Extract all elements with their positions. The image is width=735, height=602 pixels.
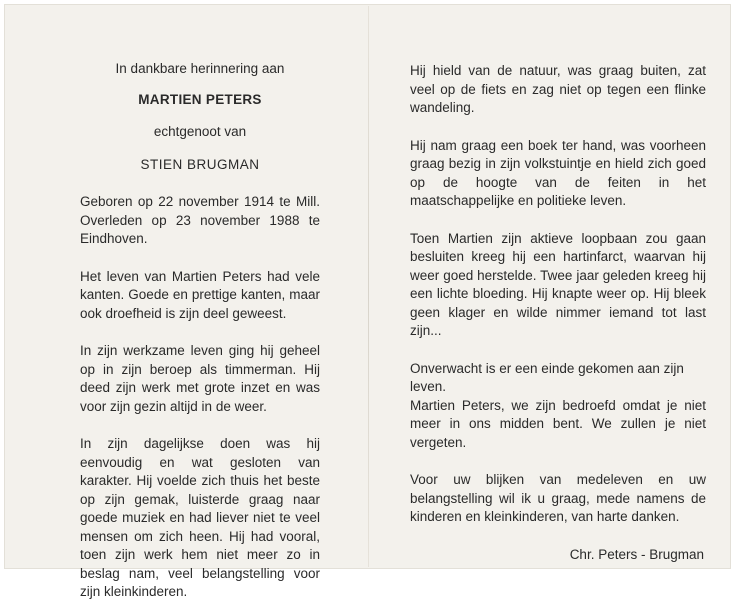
paragraph-work: In zijn werkzame leven ging hij geheel op in zijn beroep als timmerman. Hij deed zijn werk met grote inzet en was voor zijn gezin altijd in de weer.	[80, 343, 320, 414]
left-page	[80, 60, 320, 602]
relation-text: echtgenoot van	[153, 124, 247, 139]
signature: Chr. Peters - Brugman	[569, 546, 704, 562]
paragraph-remembrance: Martien Peters, we zijn bedroefd omdat je niet meer in ons midden bent. We zullen je niet vergeten.	[410, 397, 706, 450]
paragraph-health: Toen Martien zijn aktieve loopbaan zou gaan besluiten kreeg hij een hartinfarct, waarvan hij weer goed herstelde. Twee jaar geleden kreeg hij een lichte bloeding. Hij knapte weer op. Hij bleek geen klager en wilde nimmer iemand tot last zijn...	[410, 230, 706, 338]
paragraph-sudden-end: Onverwacht is er een einde gekomen aan zijn leven.	[410, 360, 684, 394]
card-fold-line	[368, 6, 369, 567]
intro-text: In dankbare herinnering aan	[115, 61, 285, 76]
paragraph-nature: Hij hield van de natuur, was graag buiten, zat veel op de fiets en zag niet op tegen een flinke wandeling.	[410, 63, 706, 115]
paragraph-hobbies: Hij nam graag een boek ter hand, was voorheen graag bezig in zijn volkstuintje en hield zich goed op de hoogte van de feiten in het maatschappelijke en politieke leven.	[410, 137, 706, 208]
right-page	[410, 62, 706, 564]
paragraph-thanks: Voor uw blijken van medeleven en uw belangstelling wil ik u graag, mede namens de kinderen en kleinkinderen, van harte danken.	[410, 472, 706, 524]
deceased-name: MARTIEN PETERS	[138, 91, 262, 107]
spouse-name: STIEN BRUGMAN	[140, 156, 260, 172]
paragraph-life: Het leven van Martien Peters had vele kanten. Goede en prettige kanten, maar ook droefheid is zijn deel geweest.	[80, 268, 320, 321]
birth-death-paragraph: Geboren op 22 november 1914 te Mill. Overleden op 23 november 1988 te Eindhoven.	[80, 194, 320, 246]
paragraph-character: In zijn dagelijkse doen was hij eenvoudig en wat gesloten van karakter. Hij voelde zich thuis het beste op zijn gemak, luisterde graag naar goede muziek en had liever niet te veel mensen om zich heen. Hij had vooral, toen zijn werk hem niet meer zo in beslag nam, veel belangstelling voor zijn kleinkinderen.	[80, 436, 320, 599]
